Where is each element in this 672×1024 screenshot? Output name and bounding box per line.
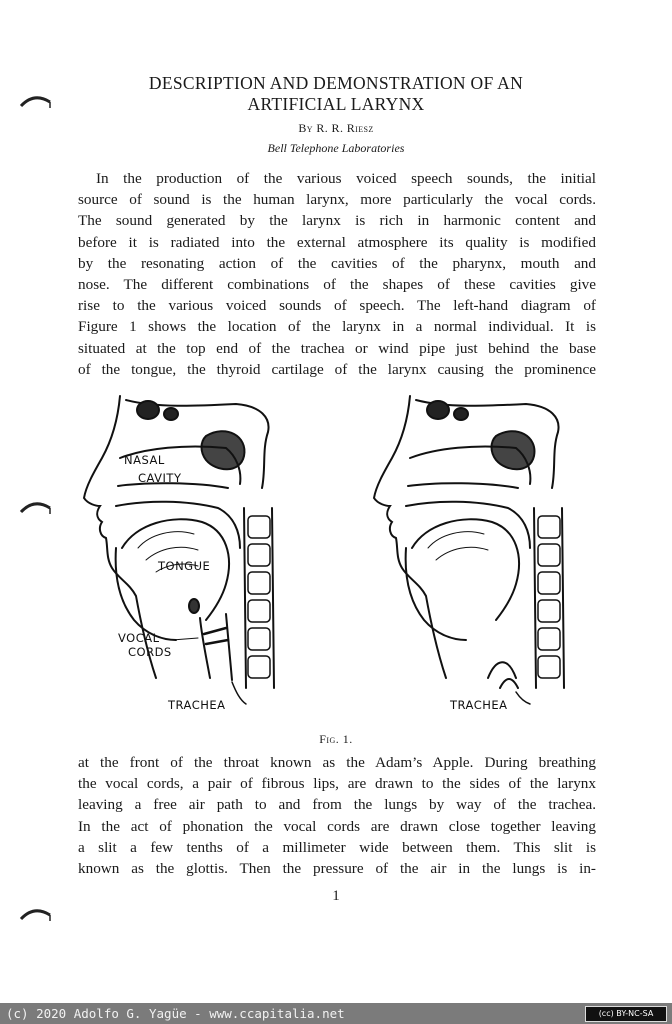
text-line: In the act of phonation the vocal cords are drawn close together leaving bbox=[78, 817, 596, 835]
label-trachea-left: TRACHEA bbox=[168, 698, 226, 712]
text-line: the vocal cords, a pair of fibrous lips, are drawn to the sides of the larynx bbox=[78, 775, 596, 793]
binder-hole-icon bbox=[18, 903, 54, 933]
text-line: leaving a free air path to and from the lungs by way of the trachea. bbox=[78, 796, 596, 814]
paragraph-continued bbox=[78, 752, 596, 879]
label-tongue: TONGUE bbox=[158, 559, 211, 573]
page-number: 1 bbox=[332, 888, 340, 904]
text-line: The sound generated by the larynx is rich in harmonic content and bbox=[78, 212, 596, 230]
title-line: ARTIFICIAL LARYNX bbox=[247, 94, 425, 114]
footer-copyright: (c) 2020 Adolfo G. Yagüe - www.ccapitalia.net bbox=[6, 1006, 345, 1021]
label-cavity: CAVITY bbox=[138, 471, 182, 485]
label-nasal: NASAL bbox=[124, 453, 165, 467]
author-affiliation: Bell Telephone Laboratories bbox=[267, 141, 405, 155]
cc-license-badge: (cc) BY-NC-SA bbox=[585, 1006, 667, 1022]
text-line: by the resonating action of the cavities of the pharynx, mouth and bbox=[78, 254, 596, 272]
text-line: before it is radiated into the external atmosphere its quality is modified bbox=[78, 233, 596, 251]
right-head-drawing bbox=[374, 396, 564, 704]
text-line: known as the glottis. Then the pressure of the air in the lungs is in- bbox=[78, 860, 596, 878]
label-cords: CORDS bbox=[128, 645, 172, 659]
figure-caption: Fig. 1. bbox=[319, 732, 353, 746]
text-line: situated at the top end of the trachea or wind pipe just behind the base bbox=[78, 339, 596, 357]
title-line: DESCRIPTION AND DEMONSTRATION OF AN bbox=[148, 73, 524, 93]
author-byline: By R. R. Riesz bbox=[298, 121, 374, 135]
label-trachea-right: TRACHEA bbox=[450, 698, 508, 712]
label-vocal: VOCAL bbox=[118, 631, 160, 645]
text-line: rise to the various voiced sounds of speech. The left-hand diagram of bbox=[78, 297, 596, 315]
text-line: of the tongue, the thyroid cartilage of the larynx causing the prominence bbox=[78, 360, 596, 378]
text-line: nose. The different combinations of the shapes of these cavities give bbox=[78, 276, 596, 294]
text-line: Figure 1 shows the location of the larynx in a normal individual. It is bbox=[78, 318, 596, 336]
footer-bar bbox=[0, 1003, 672, 1024]
text-line: In the production of the various voiced speech sounds, the initial bbox=[96, 170, 596, 187]
paragraph-intro bbox=[78, 168, 596, 380]
paper-title bbox=[0, 73, 672, 115]
text-line: a slit a few tenths of a millimeter wide between them. This slit is bbox=[78, 838, 596, 856]
binder-hole-icon bbox=[18, 496, 54, 526]
text-line: source of sound is the human larynx, more particularly the vocal cords. bbox=[78, 191, 596, 209]
text-line: at the front of the throat known as the Adam’s Apple. During breathing bbox=[78, 754, 596, 771]
larynx-figure bbox=[76, 388, 600, 718]
left-head-drawing bbox=[84, 396, 274, 704]
